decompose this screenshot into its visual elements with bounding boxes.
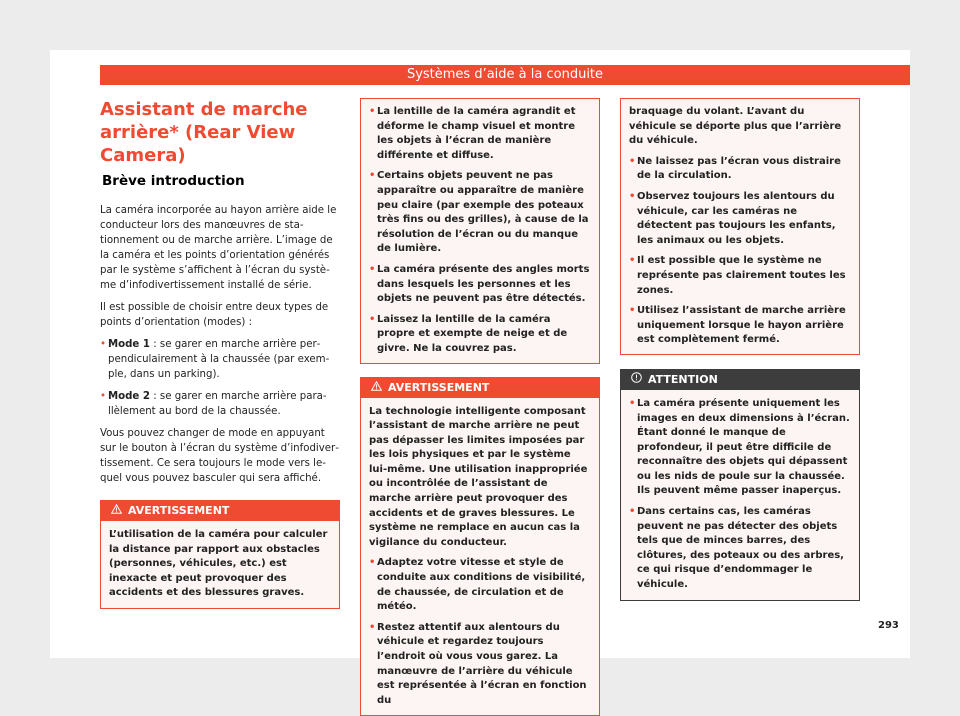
column-1: [100, 98, 340, 609]
mode-1-text: : se garer en marche arrière perpendiculairement à la chaussée (par exemple, dans un parking).: [108, 339, 329, 380]
manual-page: [50, 50, 910, 658]
warning-title-text: AVERTISSEMENT: [128, 504, 229, 517]
mode-1-item: [100, 337, 340, 382]
warning-box-2-title: [361, 378, 599, 398]
mode-1-label: Mode 1: [108, 339, 150, 350]
warning-box-1-body: [101, 521, 339, 608]
list-item: • Certains objets peuvent ne pas apparaître ou apparaître de manière peu claire (par exemple des poteaux très fins ou des grilles), à cause de la résolution de l’écran ou du manque de lumière.: [369, 169, 591, 257]
modes-paragraph: Il est possible de choisir entre deux types de points d’orientation (modes) :: [100, 300, 340, 330]
column-3: [620, 98, 860, 601]
info-circle-icon: [631, 370, 642, 390]
list-item: • La lentille de la caméra agrandit et déforme le champ visuel et montre les objets à l’écran de manière différente et diffuse.: [369, 105, 591, 163]
warning-continued-box: [620, 98, 860, 355]
warning-1-text: L’utilisation de la caméra pour calculer la distance par rapport aux obstacles (personnes, véhicules, etc.) est inexacte et peut provoquer des accidents et des blessures graves.: [109, 528, 331, 601]
page-number: 293: [878, 620, 899, 631]
attention-title-text: ATTENTION: [648, 373, 718, 386]
list-item: • Utilisez l’assistant de marche arrière uniquement lorsque le hayon arrière est complètement fermé.: [629, 304, 851, 348]
attention-box: [620, 369, 860, 601]
warning-triangle-icon: [111, 501, 122, 521]
mode-2-item: [100, 389, 340, 419]
list-item: • Laissez la lentille de la caméra propre et exempte de neige et de givre. Ne la couvrez pas.: [369, 313, 591, 357]
list-item: • La caméra présente des angles morts dans lesquels les personnes et les objets ne peuvent pas être détectés.: [369, 263, 591, 307]
section-header: Systèmes d’aide à la conduite: [100, 65, 910, 85]
continued-paragraph: braquage du volant. L’avant du véhicule se déporte plus que l’arrière du véhicule.: [629, 105, 851, 149]
warning-title-text: AVERTISSEMENT: [388, 381, 489, 394]
camera-notes-box: [360, 98, 600, 364]
attention-box-body: [621, 390, 859, 600]
list-item: • Dans certains cas, les caméras peuvent ne pas détecter des objets tels que de minces barres, des clôtures, des poteaux ou des arbres, ce qui risque d’endommager le véhicule.: [629, 505, 851, 593]
warning-box-1: [100, 500, 340, 609]
list-item: • Ne laissez pas l’écran vous distraire de la circulation.: [629, 155, 851, 184]
column-2: [360, 98, 600, 716]
warning-box-1-title: [101, 501, 339, 521]
section-subtitle: Brève introduction: [100, 173, 340, 189]
list-item: • Observez toujours les alentours du véhicule, car les caméras ne détectent pas toujours les enfants, les animaux ou les objets.: [629, 190, 851, 248]
list-item: • Restez attentif aux alentours du véhicule et regardez toujours l’endroit où vous vous garez. La manœuvre de l’arrière du véhicule est représentée à l’écran en fonction du: [369, 621, 591, 709]
list-item: • Il est possible que le système ne représente pas clairement toutes les zones.: [629, 254, 851, 298]
mode-2-text: : se garer en marche arrière parallèlement au bord de la chaussée.: [108, 391, 327, 417]
list-item: • Adaptez votre vitesse et style de conduite aux conditions de visibilité, de chaussée, de circulation et de météo.: [369, 556, 591, 614]
warning-triangle-icon: [371, 378, 382, 398]
warning-2-paragraph: La technologie intelligente composant l’assistant de marche arrière ne peut pas dépasser les limites imposées par les lois physiques et par le système lui-même. Une utilisation inappropriée ou incontrôlée de l’assistant de marche arrière peut provoquer des accidents et de graves blessures. Le système ne remplace en aucun cas la vigilance du conducteur.: [369, 405, 591, 551]
switch-mode-paragraph: Vous pouvez changer de mode en appuyant sur le bouton à l’écran du système d’infodivertissement. Ce sera toujours le mode vers lequel vous pouvez basculer qui sera affiché.: [100, 426, 340, 486]
page-title: Assistant de marche arrière* (Rear View Camera): [100, 98, 340, 167]
attention-box-title: [621, 370, 859, 390]
warning-box-2-body: [361, 398, 599, 716]
mode-2-label: Mode 2: [108, 391, 150, 402]
warning-box-2: [360, 377, 600, 716]
list-item: • La caméra présente uniquement les images en deux dimensions à l’écran. Étant donné le manque de profondeur, il peut être difficile de reconnaître des objets qui dépassent ou les nids de poule sur la chaussée. Ils peuvent même passer inaperçus.: [629, 397, 851, 499]
intro-paragraph: La caméra incorporée au hayon arrière aide le conducteur lors des manœuvres de stationnement ou de marche arrière. L’image de la caméra et les points d’orientation générés par le système s’affichent à l’écran du système d’infodivertissement installé de série.: [100, 203, 340, 293]
